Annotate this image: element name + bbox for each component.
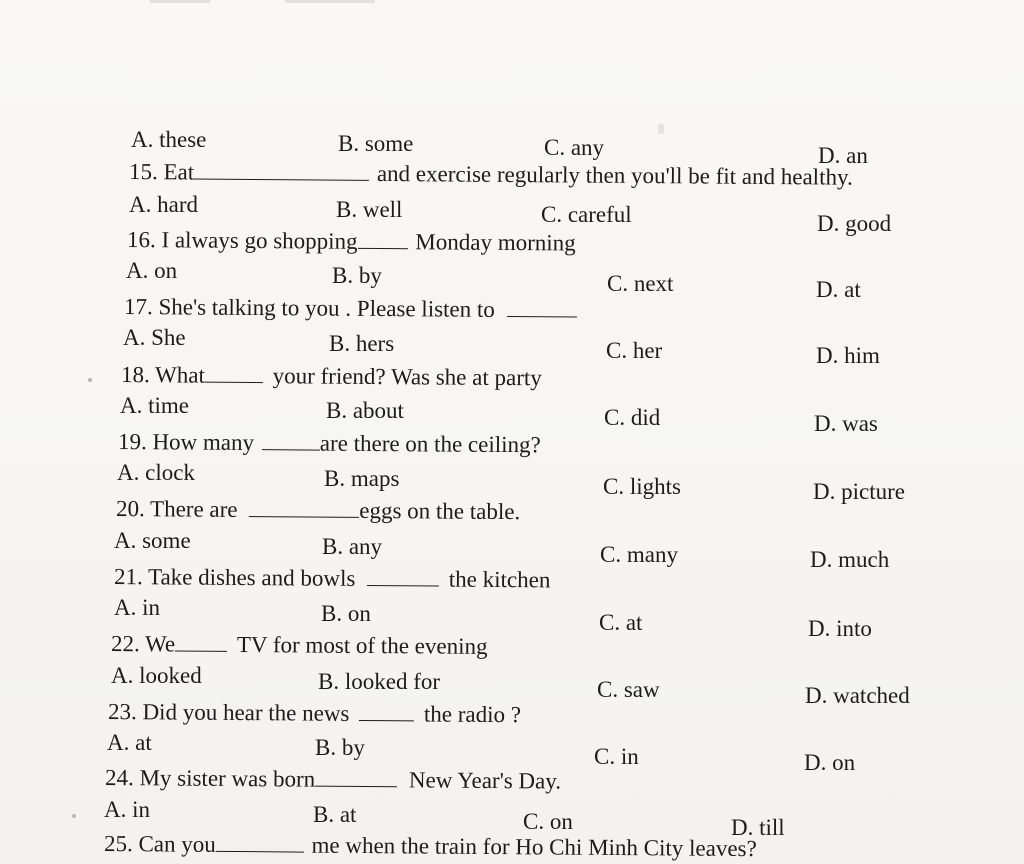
q17-stem bbox=[124, 294, 577, 324]
q24-number: 24. My sister was born bbox=[104, 765, 316, 792]
q22-option-c: C. saw bbox=[597, 677, 660, 702]
q20-option-a: A. some bbox=[114, 528, 191, 553]
scan-speck bbox=[88, 378, 92, 382]
q18-text: your friend? Was she at party bbox=[272, 363, 542, 391]
q17-option-a: A. She bbox=[123, 325, 186, 350]
q23-option-b: B. by bbox=[315, 735, 365, 760]
q18-option-d: D. was bbox=[814, 411, 878, 436]
q15-option-c: C. careful bbox=[541, 202, 632, 227]
q16-number: 16. I always go shopping bbox=[126, 227, 358, 254]
q24-option-c: C. on bbox=[523, 809, 573, 834]
q24-stem bbox=[105, 765, 561, 795]
q25-text: me when the train for Ho Chi Minh City leaves? bbox=[311, 832, 757, 862]
q19-option-a: A. clock bbox=[117, 460, 195, 485]
q17-option-c: C. her bbox=[606, 338, 663, 363]
q24-option-d: D. till bbox=[731, 815, 785, 840]
q21-option-d: D. into bbox=[808, 616, 872, 641]
q22-number: 22. We bbox=[110, 631, 176, 657]
q15-option-a: A. hard bbox=[129, 192, 198, 217]
answer-blank bbox=[507, 298, 577, 318]
answer-blank bbox=[262, 431, 320, 450]
q16-option-a: A. on bbox=[126, 258, 178, 283]
q17-option-d: D. him bbox=[816, 343, 880, 368]
q18-option-c: C. did bbox=[604, 405, 661, 430]
q19-option-d: D. picture bbox=[813, 479, 905, 504]
q21-text: the kitchen bbox=[448, 566, 551, 593]
answer-blank bbox=[216, 833, 304, 853]
q25-stem bbox=[104, 831, 757, 862]
q15-number: 15. Eat bbox=[128, 159, 195, 185]
q14-option-c: C. any bbox=[544, 135, 605, 160]
q23-option-a: A. at bbox=[107, 730, 152, 755]
q20-number: 20. There are bbox=[115, 496, 238, 522]
answer-blank bbox=[249, 498, 359, 518]
q18-option-a: A. time bbox=[120, 393, 189, 418]
answer-blank bbox=[315, 768, 397, 788]
q19-stem bbox=[118, 429, 541, 458]
q16-text: Monday morning bbox=[415, 229, 576, 256]
q24-option-b: B. at bbox=[313, 802, 357, 827]
q23-text: the radio ? bbox=[423, 701, 522, 728]
q23-option-c: C. in bbox=[594, 744, 639, 769]
q19-number: 19. How many bbox=[117, 429, 255, 456]
q15-option-d: D. good bbox=[817, 211, 892, 236]
answer-blank bbox=[367, 567, 439, 587]
q22-option-d: D. watched bbox=[805, 683, 910, 708]
q17-number: 17. She's talking to you . Please listen to bbox=[123, 294, 495, 322]
q16-option-d: D. at bbox=[816, 277, 861, 302]
q20-text: eggs on the table. bbox=[359, 497, 521, 525]
q21-number: 21. Take dishes and bowls bbox=[113, 564, 356, 591]
q21-stem bbox=[114, 564, 551, 593]
q14-option-d: D. an bbox=[818, 143, 868, 168]
q15-option-b: B. well bbox=[336, 197, 403, 222]
q14-option-a: A. these bbox=[131, 127, 207, 152]
q16-stem bbox=[127, 227, 576, 257]
q20-option-d: D. much bbox=[810, 547, 890, 572]
q19-text: are there on the ceiling? bbox=[319, 430, 541, 458]
q18-stem bbox=[121, 362, 542, 391]
answer-blank bbox=[205, 364, 263, 383]
q17-option-b: B. hers bbox=[329, 331, 395, 356]
answer-blank bbox=[359, 702, 414, 721]
q15-stem bbox=[129, 159, 853, 191]
q24-text: New Year's Day. bbox=[408, 767, 562, 794]
q16-option-c: C. next bbox=[607, 271, 674, 296]
q20-option-c: C. many bbox=[600, 542, 678, 567]
q14-option-b: B. some bbox=[338, 131, 414, 156]
scan-smudge bbox=[285, 0, 375, 3]
answer-blank bbox=[358, 230, 408, 249]
q23-option-d: D. on bbox=[804, 750, 856, 775]
q23-stem bbox=[108, 699, 521, 728]
q25-number: 25. Can you bbox=[103, 831, 216, 857]
answer-blank bbox=[194, 161, 369, 181]
answer-blank bbox=[175, 633, 227, 652]
q22-text: TV for most of the evening bbox=[236, 631, 488, 659]
q21-option-a: A. in bbox=[114, 595, 160, 620]
q22-option-a: A. looked bbox=[111, 663, 202, 688]
q15-text: and exercise regularly then you'll be fit and healthy. bbox=[376, 160, 853, 190]
q19-option-b: B. maps bbox=[324, 466, 400, 491]
q18-number: 18. What bbox=[120, 362, 206, 388]
scan-speck bbox=[72, 814, 76, 818]
q20-option-b: B. any bbox=[322, 534, 383, 559]
q19-option-c: C. lights bbox=[603, 474, 681, 499]
q18-option-b: B. about bbox=[326, 398, 404, 423]
q22-option-b: B. looked for bbox=[318, 669, 441, 694]
q24-option-a: A. in bbox=[104, 797, 150, 822]
q21-option-b: B. on bbox=[321, 601, 371, 626]
q20-stem bbox=[116, 496, 520, 525]
scan-smudge bbox=[150, 0, 210, 3]
q23-number: 23. Did you hear the news bbox=[107, 699, 350, 726]
scan-mark bbox=[658, 124, 664, 134]
q16-option-b: B. by bbox=[332, 263, 382, 288]
q22-stem bbox=[111, 631, 488, 660]
q21-option-c: C. at bbox=[599, 610, 643, 635]
